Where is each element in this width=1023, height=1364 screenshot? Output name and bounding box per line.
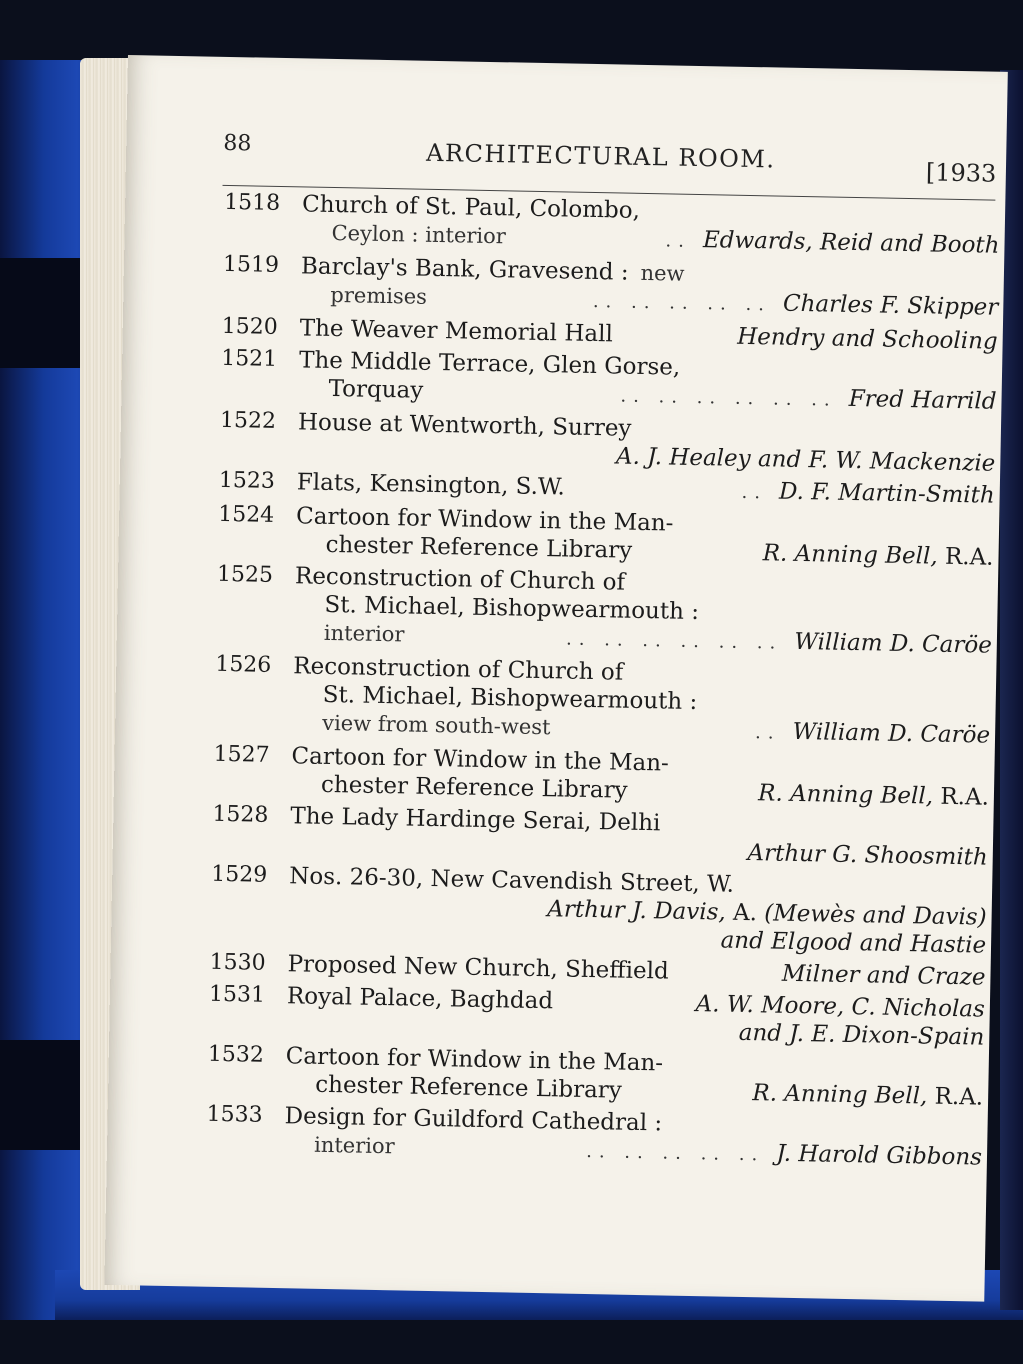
entry-title-continued: new	[640, 260, 685, 286]
entry-subtitle: Ceylon : interior	[331, 220, 507, 249]
entry-architect-firm: (Mewès and Davis)	[763, 900, 987, 931]
leader-dots: .. .. .. .. .. ..	[565, 628, 783, 654]
entry-architect: Charles F. Skipper	[782, 290, 999, 321]
entry-title: Church of St. Paul, Colombo,	[301, 191, 641, 224]
entry-architect: Arthur G. Shoosmith	[747, 840, 988, 871]
leader-dots: ..	[754, 722, 781, 744]
entry-1533	[202, 1101, 983, 1174]
entry-number: 1519	[222, 251, 280, 278]
leader-dots: ..	[741, 481, 768, 504]
entry-number: 1529	[211, 861, 268, 888]
entry-architect-continued: and Elgood and Hastie	[720, 927, 987, 959]
entry-1522	[215, 407, 996, 478]
entry-number: 1520	[221, 313, 279, 340]
entry-detail: interior	[323, 620, 405, 647]
entry-number: 1518	[223, 189, 281, 216]
catalogue-entries	[202, 189, 1001, 1178]
entry-architect: William D. Caröe	[794, 628, 993, 659]
leader-dots: .. .. .. .. ..	[586, 1141, 765, 1166]
entry-architect: Edwards, Reid and Booth	[702, 227, 1000, 259]
entry-subtitle: chester Reference Library	[325, 531, 633, 564]
entry-1525	[212, 561, 994, 662]
entry-architect: A. J. Healey and F. W. Mackenzie	[615, 443, 996, 477]
entry-architect: Hendry and Schooling	[736, 323, 998, 355]
entry-architect: William D. Caröe	[792, 718, 991, 749]
entry-title: The Middle Terrace, Glen Gorse,	[298, 347, 681, 381]
entry-1524	[213, 501, 994, 572]
entry-architect: A. W. Moore, C. Nicholas	[695, 991, 986, 1023]
entry-number: 1528	[212, 801, 269, 828]
entry-number: 1523	[218, 467, 276, 494]
entry-1528	[208, 801, 989, 872]
entry-number: 1522	[219, 407, 277, 434]
entry-title: Royal Palace, Baghdad	[286, 983, 554, 1015]
entry-architect-continued: and J. E. Dixon-Spain	[738, 1019, 985, 1051]
book-strap-top	[0, 258, 90, 368]
entry-number: 1533	[206, 1101, 263, 1128]
entry-title: The Weaver Memorial Hall	[299, 315, 614, 348]
entry-architect: J. Harold Gibbons	[776, 1140, 983, 1171]
entry-title: The Lady Hardinge Serai, Delhi	[290, 803, 661, 837]
entry-title: Flats, Kensington, S.W.	[296, 469, 566, 501]
entry-number: 1525	[216, 561, 274, 588]
page-title: ARCHITECTURAL ROOM.	[425, 138, 776, 174]
book-strap-bottom	[0, 1040, 90, 1150]
page-number: 88	[223, 130, 252, 157]
entry-1521	[216, 345, 997, 418]
entry-number: 1530	[209, 949, 266, 976]
entry-subtitle: chester Reference Library	[315, 1071, 623, 1104]
entry-title: Barclay's Bank, Gravesend :	[300, 253, 629, 286]
entry-number: 1532	[207, 1041, 265, 1068]
entry-number: 1531	[208, 981, 266, 1008]
entry-title: Nos. 26-30, New Cavendish Street, W.	[289, 863, 735, 898]
page-year: [1933	[925, 158, 997, 188]
entry-subtitle: St. Michael, Bishopwearmouth :	[324, 591, 700, 626]
entry-1518	[219, 189, 1000, 262]
entry-title: Design for Guildford Cathedral :	[284, 1103, 663, 1137]
entry-1532	[203, 1041, 984, 1112]
page-header	[126, 127, 1007, 188]
leader-dots: .. .. .. .. ..	[592, 290, 772, 316]
entry-1531	[204, 981, 985, 1052]
entry-subtitle: Torquay	[328, 375, 424, 404]
entry-detail: view from south-west	[321, 710, 551, 740]
entry-architect: D. F. Martin-Smith	[778, 478, 995, 509]
entry-subtitle: chester Reference Library	[320, 771, 628, 804]
entry-number: 1526	[215, 651, 272, 678]
entry-architect: R. Anning Bell,	[762, 540, 938, 570]
entry-architect: Fred Harrild	[848, 385, 997, 415]
leader-dots: ..	[665, 230, 692, 252]
entry-title: Proposed New Church, Sheffield	[287, 951, 669, 985]
leader-dots: .. .. .. .. .. ..	[620, 385, 837, 411]
entry-subtitle: St. Michael, Bishopwearmouth :	[322, 681, 698, 716]
entry-number: 1524	[217, 501, 275, 528]
entry-1527	[209, 741, 990, 812]
entry-subtitle: interior	[313, 1132, 395, 1159]
entry-1526	[210, 651, 992, 752]
entry-architect: R. Anning Bell,	[757, 780, 934, 810]
entry-title: Reconstruction of Church of	[294, 563, 626, 596]
book-page	[104, 55, 1007, 1302]
entry-title: Cartoon for Window in the Man-	[295, 503, 674, 537]
architect-honour: R.A.	[940, 783, 990, 811]
entry-architect: R. Anning Bell,	[752, 1080, 928, 1110]
entry-title: House at Wentworth, Surrey	[297, 409, 632, 442]
entry-1529	[206, 861, 987, 960]
entry-subtitle: premises	[330, 282, 428, 309]
entry-title: Cartoon for Window in the Man-	[285, 1043, 664, 1077]
entry-1519	[218, 251, 999, 324]
entry-title: Reconstruction of Church of	[293, 653, 624, 686]
entry-title: Cartoon for Window in the Man-	[291, 743, 670, 777]
entry-architect: Milner and Craze	[781, 960, 986, 991]
entry-number: 1527	[213, 741, 270, 768]
architect-honour: R.A.	[934, 1083, 984, 1111]
entry-architect: Arthur J. Davis,	[547, 896, 726, 926]
architect-honour: A.	[732, 899, 758, 927]
entry-number: 1521	[220, 345, 278, 372]
architect-honour: R.A.	[944, 543, 994, 571]
